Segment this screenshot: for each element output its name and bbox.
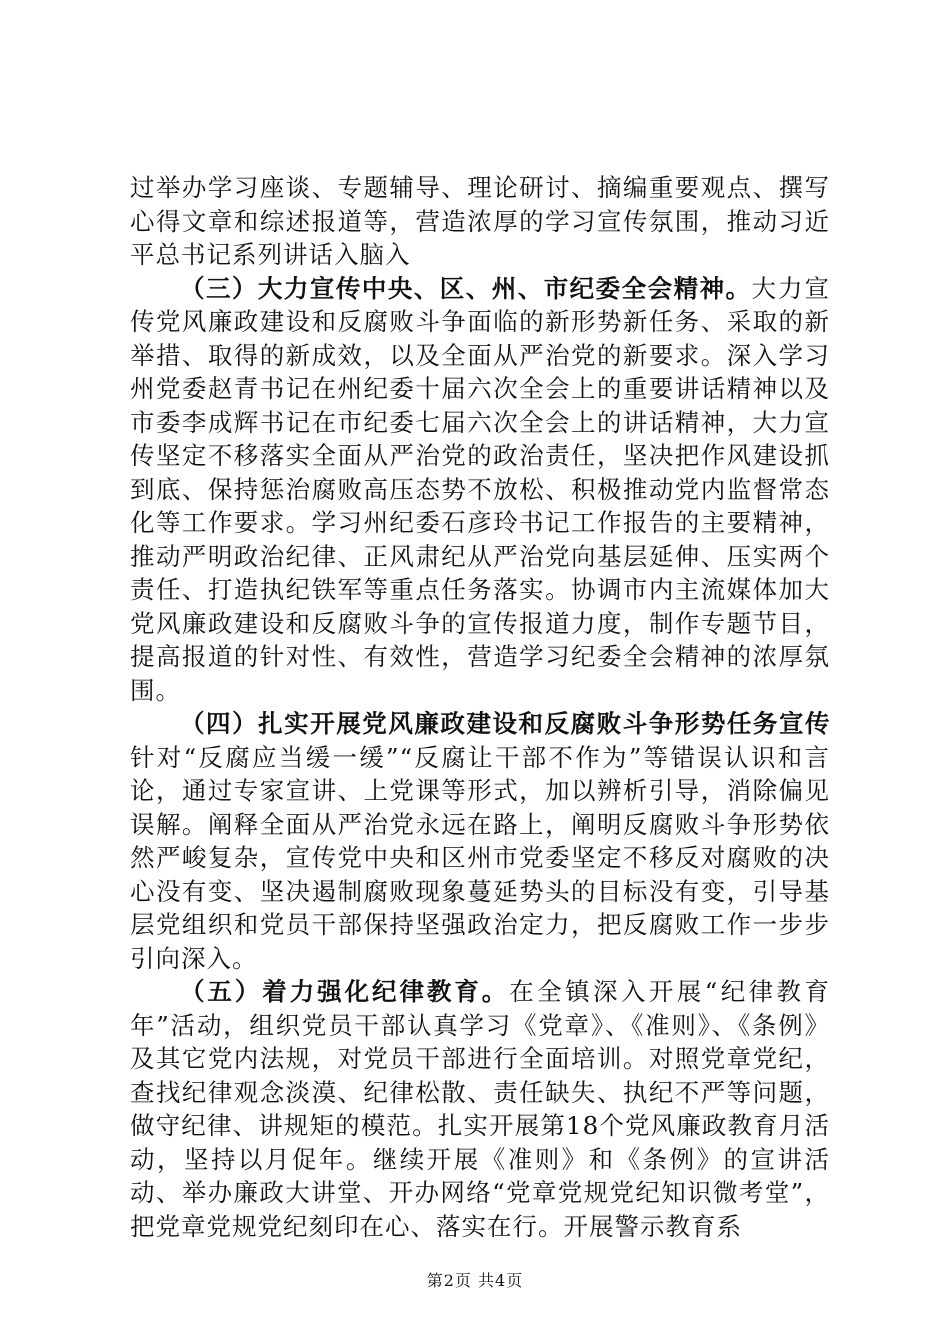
page-footer <box>0 1268 950 1291</box>
page-number-label: 第2页 共4页 <box>426 1271 524 1290</box>
paragraph-text: 过举办学习座谈、专题辅导、理论研讨、摘编重要观点、撰写心得文章和综述报道等，营造浓厚的学习宣传氛围，推动习近平总书记系列讲话入脑入 <box>130 173 830 269</box>
paragraph-continuation <box>130 171 830 272</box>
paragraph-section-4 <box>130 707 830 975</box>
document-body <box>130 171 830 1243</box>
paragraph-text: 大力宣传党风廉政建设和反腐败斗争面临的新形势新任务、采取的新举措、取得的新成效，以及全面从严治党的新要求。深入学习州党委赵青书记在州纪委十届六次全会上的重要讲话精神以及市委李成辉书记在市纪委七届六次全会上的讲话精神，大力宣传坚定不移落实全面从严治党的政治责任，坚决把作风建设抓到底、保持惩治腐败高压态势不放松、积极推动党内监督常态化等工作要求。学习州纪委石彦玲书记工作报告的主要精神，推动严明政治纪律、正风肃纪从严治党向基层延伸、压实两个责任、打造执纪铁军等重点任务落实。协调市内主流媒体加大党风廉政建设和反腐败斗争的宣传报道力度，制作专题节目，提高报道的针对性、有效性，营造学习纪委全会精神的浓厚氛围。 <box>130 273 831 705</box>
section-heading-5: （五）着力强化纪律教育。 <box>180 977 510 1006</box>
paragraph-section-3 <box>130 272 830 708</box>
section-heading-4: （四）扎实开展党风廉政建设和反腐败斗争形势任务宣传 <box>180 709 830 738</box>
paragraph-text: 在全镇深入开展“纪律教育年”活动，组织党员干部认真学习《党章》、《准则》、《条例》及其它党内法规，对党员干部进行全面培训。对照党章党纪，查找纪律观念淡漠、纪律松散、责任缺失、执纪不严等问题，做守纪律、讲规矩的模范。扎实开展第18个党风廉政教育月活动，坚持以月促年。继续开展《准则》和《条例》的宣讲活动、举办廉政大讲堂、开办网络“党章党规党纪知识微考堂”，把党章党规党纪刻印在心、落实在行。开展警示教育系 <box>130 977 830 1241</box>
paragraph-section-5 <box>130 975 830 1243</box>
section-heading-3: （三）大力宣传中央、区、州、市纪委全会精神。 <box>180 273 752 303</box>
paragraph-text: 针对“反腐应当缓一缓”“反腐让干部不作为”等错误认识和言论，通过专家宣讲、上党课等形式，加以辨析引导，消除偏见误解。阐释全面从严治党永远在路上，阐明反腐败斗争形势依然严峻复杂，宣传党中央和区州市党委坚定不移反对腐败的决心没有变、坚决遏制腐败现象蔓延势头的目标没有变，引导基层党组织和党员干部保持坚强政治定力，把反腐败工作一步步引向深入。 <box>130 742 830 973</box>
